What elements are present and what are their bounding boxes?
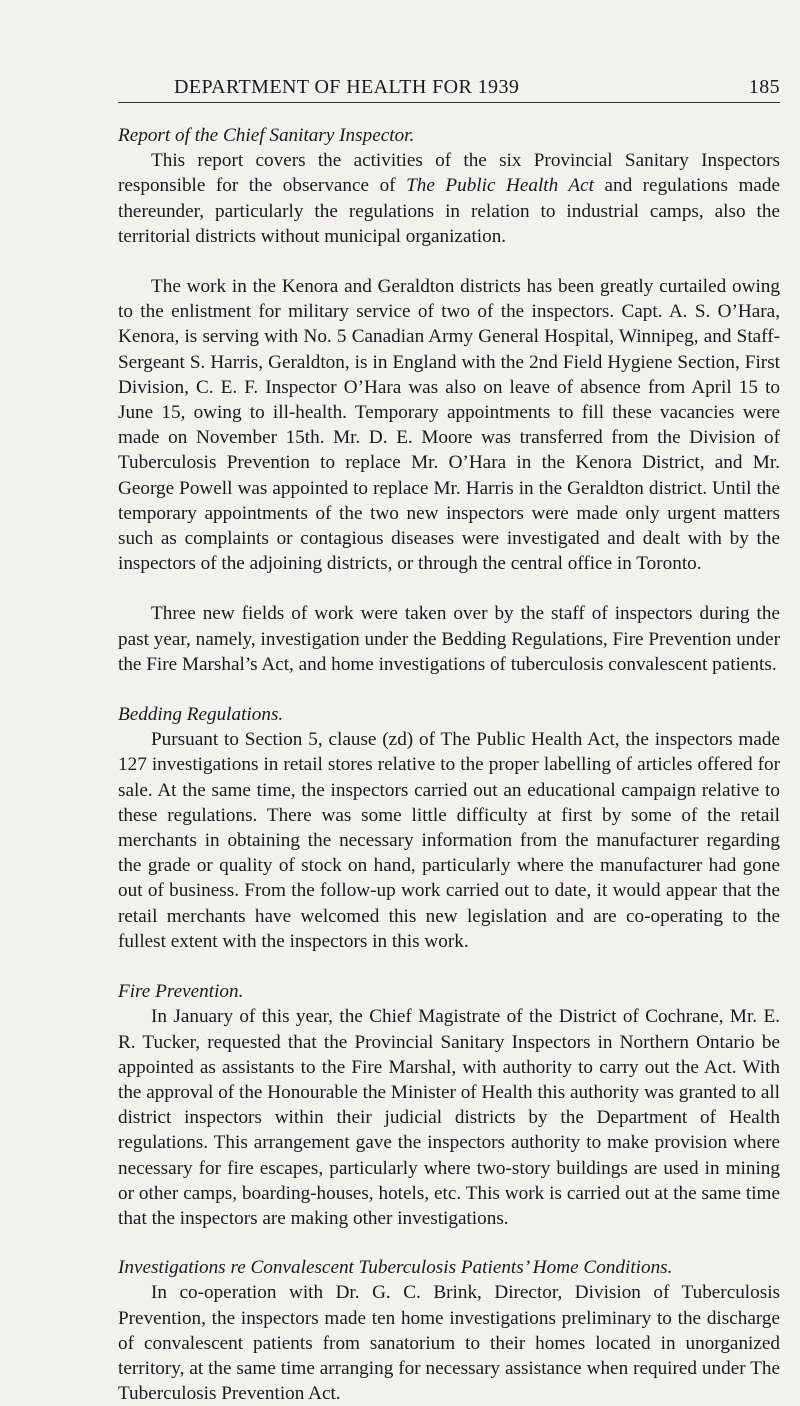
paragraph-new-fields: Three new fields of work were taken over by the staff of inspectors during the past year, namely, investigation under the Bedding Regulations, Fire Prevention under the Fire Marshal’s Act, and home investigations of tuberculosis convalescent patients. <box>118 603 780 675</box>
paragraph-staffing: The work in the Kenora and Geraldton districts has been greatly curtailed owing to the enlistment for military service of two of the inspectors. Capt. A. S. O’Hara, Kenora, is serving with No. 5 Canadian Army General Hospital, Winnipeg, and Staff-Sergeant S. Harris, Geraldton, is in England with the 2nd Field Hygiene Section, First Division, C. E. F. Inspector O’Hara was also on leave of absence from April 15 to June 15, owing to ill-health. Temporary appointments to fill these vacancies were made on November 15th. Mr. D. E. Moore was transferred from the Division of Tuberculosis Prevention to replace Mr. O’Hara in the Kenora District, and Mr. George Powell was appointed to replace Mr. Harris in the Geraldton district. Until the temporary appointments of the two new inspectors were made only urgent matters such as complaints or contagious diseases were investigated and dealt with by the inspectors of the adjoining districts, or through the central office in Toronto. <box>118 276 780 575</box>
paragraph-bedding: Pursuant to Section 5, clause (zd) of The Public Health Act, the inspectors made 127 investigations in retail stores relative to the proper labelling of articles offered for sale. At the same time, the inspectors carried out an educational campaign relative to these regulations. There was some little difficulty at first by some of the retail merchants in obtaining the necessary information from the manufacturer regarding the grade or quality of stock on hand, particularly where the manufacturer had gone out of business. From the follow-up work carried out to date, it would appear that the retail merchants have welcomed this new legislation and are co-operating to the fullest extent with the inspectors in this work. <box>118 729 780 952</box>
header-title: DEPARTMENT OF HEALTH FOR 1939 <box>174 76 520 98</box>
section-heading-bedding: Bedding Regulations. <box>118 704 284 726</box>
section-heading-tuberculosis: Investigations re Convalescent Tuberculosis Patients’ Home Conditions. <box>118 1257 673 1279</box>
page-number: 185 <box>748 76 780 98</box>
intro-text-a: This report covers the activities of the six Provincial Sanitary Inspectors responsible for the observance of <box>118 150 780 197</box>
report-body <box>118 123 780 1406</box>
paragraph-intro <box>118 148 780 249</box>
document-page <box>118 76 780 1406</box>
section-heading-report: Report of the Chief Sanitary Inspector. <box>118 125 415 146</box>
intro-text-b: and regulations made thereunder, particularly the regulations in relation to industrial camps, also the territorial districts without municipal organization. <box>118 175 780 247</box>
paragraph-tuberculosis: In co-operation with Dr. G. C. Brink, Director, Division of Tuberculosis Prevention, the inspectors made ten home investigations preliminary to the discharge of convalescent patients from sanatorium to their homes located in unorganized territory, at the same time arranging for necessary assistance when required under The Tuberculosis Prevention Act. <box>118 1282 780 1405</box>
header-rule <box>118 102 780 103</box>
act-title: The Public Health Act <box>406 175 594 197</box>
section-heading-fire: Fire Prevention. <box>118 981 244 1003</box>
running-header <box>118 76 780 102</box>
paragraph-fire: In January of this year, the Chief Magistrate of the District of Cochrane, Mr. E. R. Tucker, requested that the Provincial Sanitary Inspectors in Northern Ontario be appointed as assistants to the Fire Marshal, with authority to carry out the Act. With the approval of the Honourable the Minister of Health this authority was granted to all district inspectors within their judicial districts by the Department of Health regulations. This arrangement gave the inspectors authority to make provision where necessary for fire escapes, particularly where two-story buildings are used in mining or other camps, boarding-houses, hotels, etc. This work is carried out at the same time that the inspectors are making other investigations. <box>118 1006 780 1229</box>
